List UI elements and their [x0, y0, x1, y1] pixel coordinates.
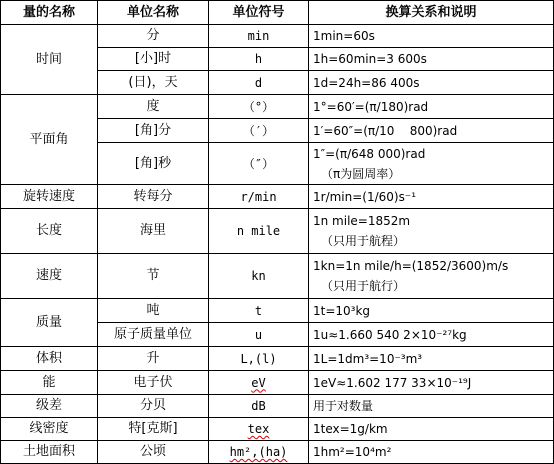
unit-symbol-cell	[209, 395, 309, 418]
unit-symbol: n mile	[236, 224, 281, 238]
conversion-cell	[309, 48, 554, 71]
unit-name-cell: 节	[98, 254, 209, 299]
unit-symbol: h	[254, 52, 263, 66]
unit-symbol: r/min	[240, 189, 277, 204]
conversion-line: 1′=60″=(π/10 800)rad	[313, 123, 458, 138]
unit-name-cell: [角]秒	[98, 143, 209, 185]
conversion-note: （π为圆周率）	[321, 166, 401, 181]
unit-name-cell: [角]分	[98, 119, 209, 143]
conversion-cell	[309, 95, 554, 119]
table-row	[1, 25, 554, 48]
conversion-line: 1d=24h=86 400s	[313, 75, 420, 90]
unit-symbol: eV	[251, 375, 266, 390]
quantity-name-cell: 线密度	[1, 418, 98, 441]
unit-name-cell: 分	[98, 25, 209, 48]
table-row	[1, 95, 554, 119]
conversion-cell	[309, 185, 554, 209]
unit-symbol: （′）	[242, 123, 275, 138]
unit-symbol-cell	[209, 418, 309, 441]
conversion-cell	[309, 143, 554, 185]
header-row	[1, 1, 554, 25]
conversion-cell	[309, 395, 554, 418]
conversion-line: 1°=60′=(π/180)rad	[313, 99, 429, 114]
unit-symbol: u	[254, 327, 263, 342]
conversion-note: （只用于航程）	[321, 234, 406, 248]
unit-symbol: （″）	[242, 156, 275, 171]
unit-symbol-cell	[209, 71, 309, 95]
unit-symbol-cell	[209, 299, 309, 323]
conversion-line: 1n mile=1852m	[313, 214, 411, 228]
unit-name-cell: 特[克斯]	[98, 418, 209, 441]
conversion-line: 1t=10³kg	[313, 303, 371, 318]
conversion-cell	[309, 209, 554, 254]
unit-name-cell: 升	[98, 347, 209, 371]
quantity-name-cell: 级差	[1, 395, 98, 418]
conversion-line: 1tex=1g/km	[313, 422, 388, 436]
unit-symbol: L,(l)	[240, 351, 277, 366]
table-row	[1, 185, 554, 209]
table-row	[1, 347, 554, 371]
conversion-line: 1L=1dm³=10⁻³m³	[313, 351, 423, 366]
unit-symbol: dB	[251, 399, 266, 413]
quantity-name-cell: 质量	[1, 299, 98, 347]
unit-symbol-cell	[209, 185, 309, 209]
quantity-name-cell: 平面角	[1, 95, 98, 185]
unit-symbol: d	[254, 75, 263, 90]
unit-symbol: min	[247, 29, 270, 43]
unit-symbol-cell	[209, 254, 309, 299]
unit-name-cell: 电子伏	[98, 371, 209, 395]
header-conversion: 换算关系和说明	[309, 1, 554, 25]
conversion-cell	[309, 254, 554, 299]
table-row	[1, 209, 554, 254]
conversion-line: 1r/min=(1/60)s⁻¹	[313, 189, 417, 204]
table-row	[1, 395, 554, 418]
header-unit-name: 单位名称	[98, 1, 209, 25]
unit-name-cell: 转每分	[98, 185, 209, 209]
quantity-name-cell: 时间	[1, 25, 98, 95]
quantity-name-cell: 体积	[1, 347, 98, 371]
conversion-line: 1″=(π/648 000)rad	[313, 146, 426, 161]
table-row	[1, 299, 554, 323]
unit-name-cell: 度	[98, 95, 209, 119]
conversion-cell	[309, 299, 554, 323]
conversion-line: 1eV≈1.602 177 33×10⁻¹⁹J	[313, 375, 472, 390]
conversion-line: 1hm²=10⁴m²	[313, 445, 392, 459]
unit-name-cell: 海里	[98, 209, 209, 254]
conversion-line: 1u≈1.660 540 2×10⁻²⁷kg	[313, 327, 467, 342]
conversion-cell	[309, 119, 554, 143]
unit-symbol-cell	[209, 209, 309, 254]
unit-name-cell: [小]时	[98, 48, 209, 71]
unit-name-cell: 吨	[98, 299, 209, 323]
unit-symbol: tex	[247, 422, 270, 436]
unit-symbol-cell	[209, 25, 309, 48]
conversion-cell	[309, 371, 554, 395]
unit-symbol: t	[254, 303, 263, 318]
conversion-note: （只用于航行）	[321, 279, 406, 293]
quantity-name-cell: 旋转速度	[1, 185, 98, 209]
conversion-line: 用于对数量	[313, 399, 374, 413]
unit-name-cell: 原子质量单位	[98, 323, 209, 347]
unit-symbol: kn	[251, 269, 266, 283]
table-row	[1, 371, 554, 395]
unit-name-cell: (日)，天	[98, 71, 209, 95]
unit-name-cell: 公顷	[98, 441, 209, 464]
unit-symbol-cell	[209, 48, 309, 71]
unit-symbol-cell	[209, 371, 309, 395]
unit-symbol-cell	[209, 347, 309, 371]
unit-symbol-cell	[209, 441, 309, 464]
unit-symbol-cell	[209, 95, 309, 119]
table-row	[1, 254, 554, 299]
conversion-cell	[309, 347, 554, 371]
conversion-cell	[309, 25, 554, 48]
conversion-cell	[309, 323, 554, 347]
table-row	[1, 441, 554, 464]
header-quantity-name: 量的名称	[1, 1, 98, 25]
unit-symbol: hm²,(ha)	[229, 445, 288, 459]
conversion-cell	[309, 441, 554, 464]
unit-symbol: （°）	[242, 99, 275, 114]
conversion-line: 1min=60s	[313, 29, 375, 43]
unit-symbol-cell	[209, 143, 309, 185]
table-row	[1, 418, 554, 441]
unit-name-cell: 分贝	[98, 395, 209, 418]
quantity-name-cell: 速度	[1, 254, 98, 299]
unit-symbol-cell	[209, 119, 309, 143]
quantity-name-cell: 能	[1, 371, 98, 395]
header-unit-symbol: 单位符号	[209, 1, 309, 25]
conversion-line: 1h=60min=3 600s	[313, 52, 427, 66]
conversion-line: 1kn=1n mile/h=(1852/3600)m/s	[313, 259, 509, 273]
unit-symbol-cell	[209, 323, 309, 347]
conversion-cell	[309, 418, 554, 441]
quantity-name-cell: 长度	[1, 209, 98, 254]
conversion-cell	[309, 71, 554, 95]
quantity-name-cell: 土地面积	[1, 441, 98, 464]
